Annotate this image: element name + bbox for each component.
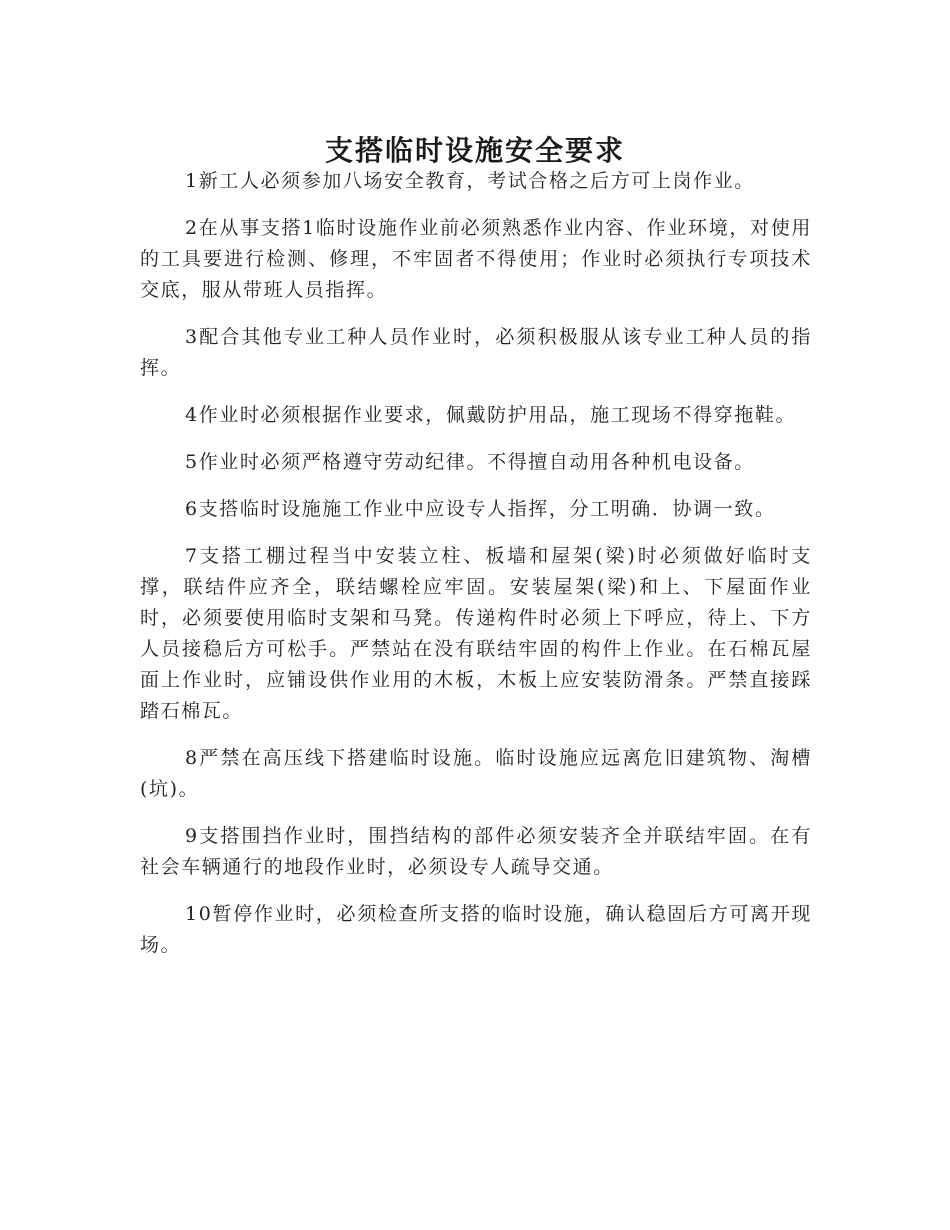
- document-body: [140, 166, 812, 977]
- paragraph-5: 5作业时必须严格遵守劳动纪律。不得擅自动用各种机电设备。: [185, 451, 755, 473]
- paragraph-1: 1新工人必须参加八场安全教育，考试合格之后方可上岗作业。: [185, 170, 755, 192]
- paragraph-2: 2在从事支搭1临时设施作业前必须熟悉作业内容、作业环境，对使用的工具要进行检测、修理，不牢固者不得使用；作业时必须执行专项技术交底，服从带班人员指挥。: [140, 217, 812, 301]
- paragraph-3: 3配合其他专业工种人员作业时，必须积极服从该专业工种人员的指挥。: [140, 326, 812, 379]
- paragraph-4: 4作业时必须根据作业要求，佩戴防护用品，施工现场不得穿拖鞋。: [185, 404, 797, 426]
- paragraph-6: 6支搭临时设施施工作业中应设专人指挥，分工明确．协调一致。: [185, 498, 776, 520]
- paragraph-10: 10暂停作业时，必须检查所支搭的临时设施，确认稳固后方可离开现场。: [140, 903, 812, 956]
- paragraph-7: 7支搭工棚过程当中安装立柱、板墙和屋架(梁)时必须做好临时支撑，联结件应齐全，联结螺栓应牢固。安装屋架(梁)和上、下屋面作业时，必须要使用临时支架和马凳。传递构件时必须上下呼应，待上、下方人员接稳后方可松手。严禁站在没有联结牢固的构件上作业。在石棉瓦屋面上作业时，应铺设供作业用的木板，木板上应安装防滑条。严禁直接踩踏石棉瓦。: [140, 545, 812, 722]
- paragraph-9: 9支搭围挡作业时，围挡结构的部件必须安装齐全并联结牢固。在有社会车辆通行的地段作业时，必须设专人疏导交通。: [140, 825, 812, 878]
- paragraph-8: 8严禁在高压线下搭建临时设施。临时设施应远离危旧建筑物、淘槽(坑)。: [140, 747, 812, 800]
- document-title: 支搭临时设施安全要求: [324, 133, 625, 167]
